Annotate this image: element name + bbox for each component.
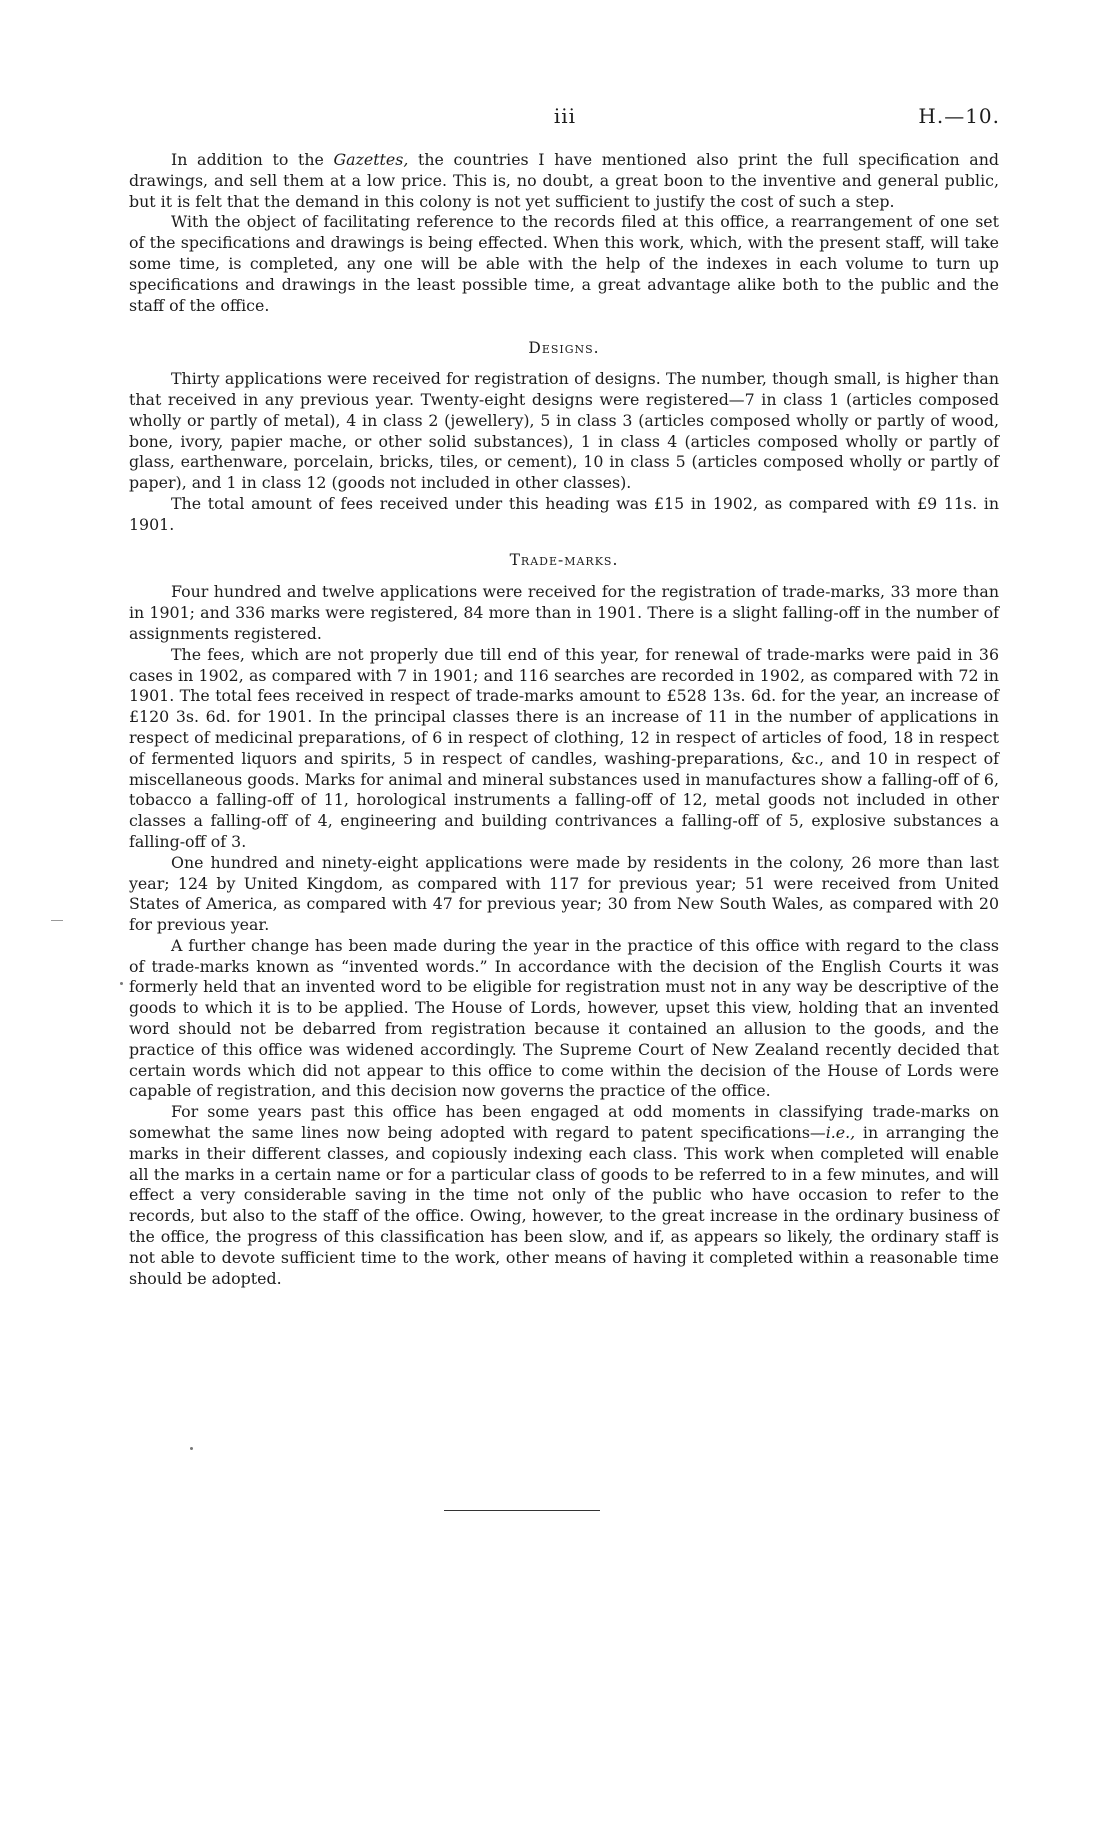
gazettes-italic: Gazettes, xyxy=(333,150,409,169)
intro-paragraph-1-rest: the countries I have mentioned also print the full specification and drawings, and sell them at a low price. This is, no doubt, a great boon to the inventive and general public, but it is felt that the demand in this colony is not yet sufficient to justify the cost of such a step. xyxy=(129,150,999,211)
end-rule xyxy=(444,1510,600,1511)
trade-marks-paragraph-3: One hundred and ninety-eight applications were made by residents in the colony, 26 more than last year; 124 by United Kingdom, as compared with 117 for previous year; 51 were received from United States of America, as compared with 47 for previous year; 30 from New South Wales, as compared with 20 for previous year. xyxy=(129,852,999,935)
designs-heading: Designs. xyxy=(528,339,600,358)
trade-marks-paragraph-5-start: For some years past this office has been engaged at odd moments in classifying trade-marks on somewhat the same lines now being adopted with regard to patent specifications— xyxy=(129,1102,999,1143)
intro-paragraph-1 xyxy=(129,150,999,212)
designs-paragraph-1: Thirty applications were received for registration of designs. The number, though small, is higher than that received in any previous year. Twenty-eight designs were registered—7 in class 1 (articles composed wholly or partly of metal), 4 in class 2 (jewellery), 5 in class 3 (articles composed wholly or partly of wood, bone, ivory, papier mache, or other solid substances), 1 in class 4 (articles composed wholly or partly of glass, earthenware, porcelain, bricks, tiles, or cement), 10 in class 5 (articles composed wholly or partly of paper), and 1 in class 12 (goods not included in other classes). xyxy=(129,369,999,493)
intro-paragraph-1-start: In addition to the xyxy=(171,150,334,169)
trade-marks-paragraph-1: Four hundred and twelve applications were received for the registration of trade-marks, 33 more than in 1901; and 336 marks were registered, 84 more than in 1901. There is a slight falling-off in the number of assignments registered. xyxy=(129,582,999,643)
ie-italic: i.e., xyxy=(825,1123,856,1143)
document-reference: H.—10. xyxy=(918,104,1000,128)
margin-dot-mark xyxy=(120,982,123,985)
trade-marks-heading: Trade-marks. xyxy=(509,550,619,569)
intro-paragraph-2: With the object of facilitating reference to the records filed at this office, a rearrangement of one set of the specifications and drawings is being effected. When this work, which, with the present staff, will take some time, is completed, any one will be able with the help of the indexes in each volume to turn up specifications and drawings in the least possible time, a great advantage alike both to the public and the staff of the office. xyxy=(129,212,999,315)
trade-marks-paragraph-5 xyxy=(129,1102,999,1289)
designs-paragraph-2: The total amount of fees received under this heading was £15 in 1902, as compared with £9 11s. in 1901. xyxy=(129,493,999,534)
trade-marks-paragraph-5-rest: in arranging the marks in their different classes, and copiously indexing each class. This work when completed will enable all the marks in a certain name or for a particular class of goods to be referred to in a few minutes, and will effect a very considerable saving in the time not only of the public who have occasion to refer to the records, but also to the staff of the office. Owing, however, to the great increase in the ordinary business of the office, the progress of this classification has been slow, and if, as appears so likely, the ordinary staff is not able to devote sufficient time to the work, other means of having it completed within a reasonable time should be adopted. xyxy=(129,1123,999,1288)
stray-dot-mark xyxy=(190,1447,193,1450)
trade-marks-paragraph-2: The fees, which are not properly due till end of this year, for renewal of trade-marks were paid in 36 cases in 1902, as compared with 7 in 1901; and 116 searches are recorded in 1902, as compared with 72 in 1901. The total fees received in respect of trade-marks amount to £528 13s. 6d. for the year, an increase of £120 3s. 6d. for 1901. In the principal classes there is an increase of 11 in the number of applications in respect of medicinal preparations, of 6 in respect of clothing, 12 in respect of articles of food, 18 in respect of fermented liquors and spirits, 5 in respect of candles, washing-preparations, &c., and 10 in respect of miscellaneous goods. Marks for animal and mineral substances used in manufactures show a falling-off of 6, tobacco a falling-off of 11, horological instruments a falling-off of 12, metal goods not included in other classes a falling-off of 4, engineering and building contrivances a falling-off of 5, explosive substances a falling-off of 3. xyxy=(129,644,1000,851)
page-number: iii xyxy=(553,104,577,128)
trade-marks-paragraph-4: A further change has been made during the year in the practice of this office with regard to the class of trade-marks known as “invented words.” In accordance with the decision of the English Courts it was formerly held that an invented word to be eligible for registration must not in any way be descriptive of the goods to which it is to be applied. The House of Lords, however, upset this view, holding that an invented word should not be debarred from registration because it contained an allusion to the goods, and the practice of this office was widened accordingly. The Supreme Court of New Zealand recently decided that certain words which did not appear to this office to come within the decision of the House of Lords were capable of registration, and this decision now governs the practice of the office. xyxy=(129,935,999,1101)
margin-dash-mark xyxy=(51,920,63,921)
page-body xyxy=(129,150,999,1289)
